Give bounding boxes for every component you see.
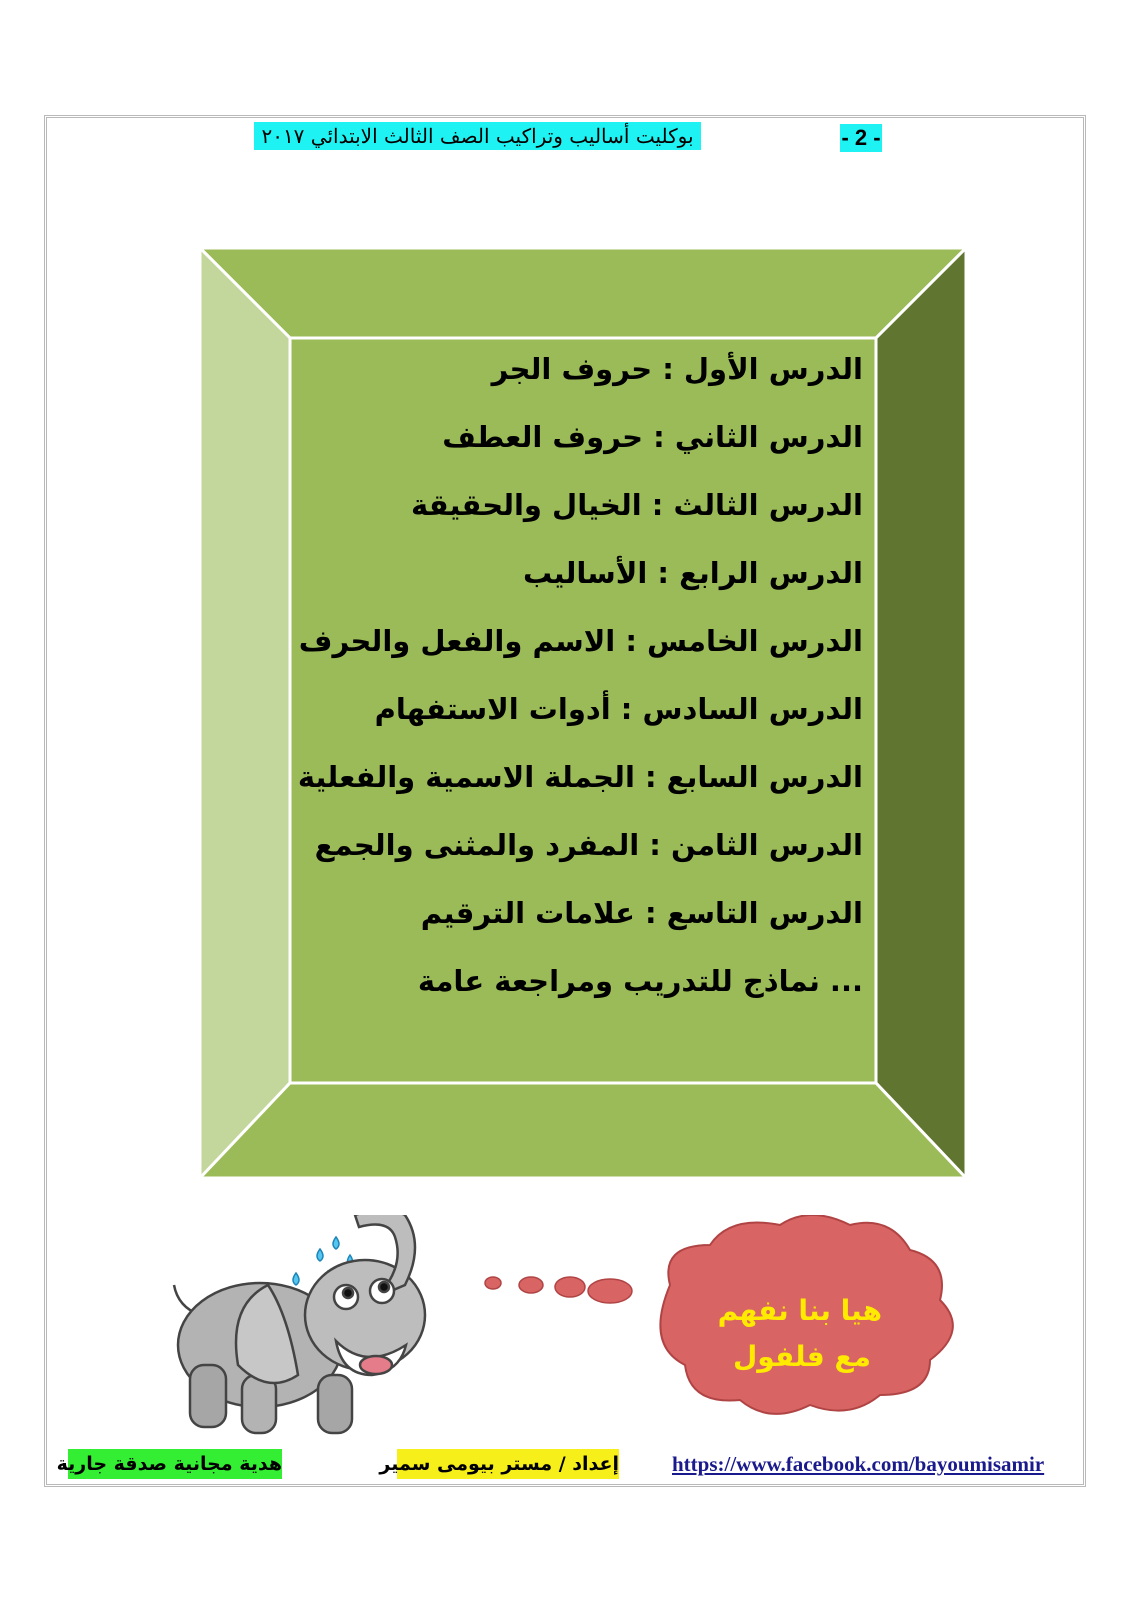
facebook-link[interactable]: https://www.facebook.com/bayoumisamir: [672, 1452, 1045, 1476]
cloud-line-2: مع فلفول: [733, 1340, 871, 1373]
lesson-item: الدرس الخامس : الاسم والفعل والحرف: [298, 624, 863, 658]
thought-bubbles-icon: [485, 1277, 632, 1303]
author-label: إعداد / مستر بيومى سمير: [397, 1449, 619, 1479]
elephant-icon: [174, 1215, 425, 1433]
lesson-item: الدرس التاسع : علامات الترقيم: [420, 896, 863, 930]
lessons-list: [297, 350, 863, 1090]
page-number: - 2 -: [841, 125, 881, 150]
header-title: بوكليت أساليب وتراكيب الصف الثالث الابتدائي ٢٠١٧: [254, 122, 701, 150]
lesson-item: الدرس الثاني : حروف العطف: [442, 420, 863, 454]
lesson-item: الدرس السابع : الجملة الاسمية والفعلية: [297, 760, 863, 794]
frame-left-bevel: [200, 248, 290, 1178]
lesson-item: الدرس الثالث : الخيال والحقيقة: [411, 488, 863, 522]
lesson-item: الدرس الأول : حروف الجر: [491, 352, 863, 386]
cloud-caption: [717, 1288, 882, 1380]
gift-label: هدية مجانية صدقة جارية: [68, 1449, 282, 1479]
frame-right-bevel: [876, 248, 966, 1178]
lesson-item: ... نماذج للتدريب ومراجعة عامة: [417, 964, 863, 998]
cloud-line-1: هيا بنا نفهم: [717, 1294, 882, 1327]
frame-top-bevel: [200, 248, 966, 338]
lesson-item: الدرس الرابع : الأساليب: [522, 556, 863, 590]
lesson-item: الدرس الثامن : المفرد والمثنى والجمع: [314, 828, 863, 862]
frame-bottom-bevel: [200, 1083, 966, 1178]
lesson-item: الدرس السادس : أدوات الاستفهام: [374, 692, 863, 726]
